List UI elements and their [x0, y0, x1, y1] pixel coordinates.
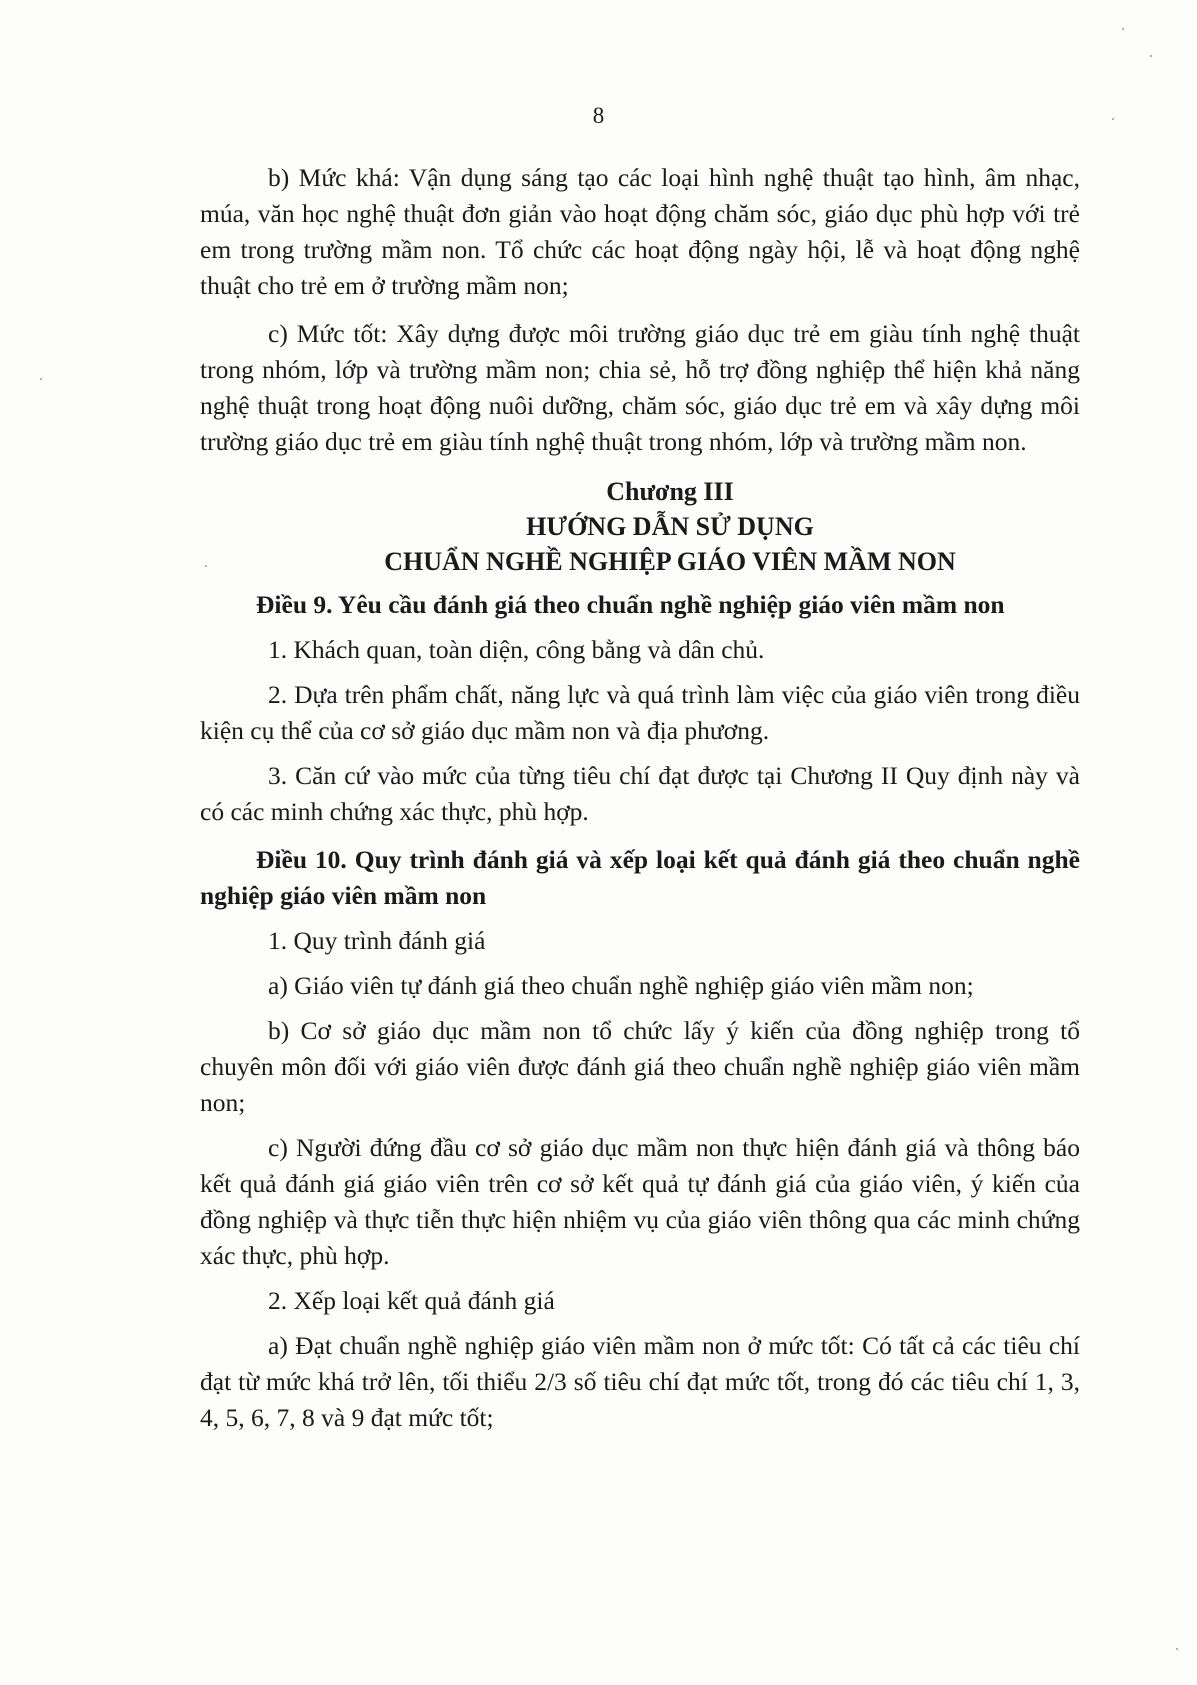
scan-speck — [1176, 1648, 1178, 1650]
document-body — [200, 160, 1080, 1436]
article-10-item-b: b) Cơ sở giáo dục mầm non tổ chức lấy ý kiến của đồng nghiệp trong tổ chuyên môn đối với giáo viên được đánh giá theo chuẩn nghề nghiệp giáo viên mầm non; — [200, 1016, 1080, 1117]
article-9-heading: Điều 9. Yêu cầu đánh giá theo chuẩn nghề nghiệp giáo viên mầm non — [256, 590, 1005, 619]
scan-speck — [1122, 28, 1124, 30]
scan-speck — [40, 378, 42, 380]
paragraph-muc-kha: b) Mức khá: Vận dụng sáng tạo các loại hình nghệ thuật tạo hình, âm nhạc, múa, văn học nghệ thuật đơn giản vào hoạt động chăm sóc, giáo dục phù hợp với trẻ em trong trường mầm non. Tổ chức các hoạt động ngày hội, lễ và hoạt động nghệ thuật cho trẻ em ở trường mầm non; — [200, 163, 1080, 300]
article-10-item-xep-loai-a: a) Đạt chuẩn nghề nghiệp giáo viên mầm non ở mức tốt: Có tất cả các tiêu chí đạt từ mức khá trở lên, tối thiểu 2/3 số tiêu chí đạt mức tốt, trong đó các tiêu chí 1, 3, 4, 5, 6, 7, 8 và 9 đạt mức tốt; — [200, 1331, 1080, 1432]
scan-speck — [1150, 55, 1152, 57]
chapter-title-line1: HƯỚNG DẪN SỬ DỤNG — [526, 512, 814, 541]
article-9-item-2: 2. Dựa trên phẩm chất, năng lực và quá trình làm việc của giáo viên trong điều kiện cụ thể của cơ sở giáo dục mầm non và địa phương. — [200, 680, 1080, 745]
article-10-heading: Điều 10. Quy trình đánh giá và xếp loại kết quả đánh giá theo chuẩn nghề nghiệp giáo viên mầm non — [200, 845, 1080, 910]
article-10-item-c: c) Người đứng đầu cơ sở giáo dục mầm non thực hiện đánh giá và thông báo kết quả đánh giá giáo viên trên cơ sở kết quả tự đánh giá của giáo viên, ý kiến của đồng nghiệp và thực tiễn thực hiện nhiệm vụ của giáo viên thông qua các minh chứng xác thực, phù hợp. — [200, 1133, 1080, 1270]
article-10-item-quy-trinh: 1. Quy trình đánh giá — [268, 926, 486, 955]
chapter-title-line2: CHUẨN NGHỀ NGHIỆP GIÁO VIÊN MẦM NON — [384, 547, 956, 576]
chapter-heading — [260, 474, 1080, 579]
article-9-item-3: 3. Căn cứ vào mức của từng tiêu chí đạt được tại Chương II Quy định này và có các minh chứng xác thực, phù hợp. — [200, 761, 1080, 826]
article-9-item-1: 1. Khách quan, toàn diện, công bằng và dân chủ. — [268, 635, 765, 664]
paragraph-muc-tot: c) Mức tốt: Xây dựng được môi trường giáo dục trẻ em giàu tính nghệ thuật trong nhóm, lớp và trường mầm non; chia sẻ, hỗ trợ đồng nghiệp thể hiện khả năng nghệ thuật trong hoạt động nuôi dưỡng, chăm sóc, giáo dục trẻ em và xây dựng môi trường giáo dục trẻ em giàu tính nghệ thuật trong nhóm, lớp và trường mầm non. — [200, 319, 1080, 456]
article-10-item-xep-loai: 2. Xếp loại kết quả đánh giá — [268, 1286, 555, 1315]
chapter-label: Chương III — [606, 477, 734, 506]
page-number: 8 — [592, 103, 605, 128]
article-10-item-a: a) Giáo viên tự đánh giá theo chuẩn nghề nghiệp giáo viên mầm non; — [268, 971, 974, 1000]
